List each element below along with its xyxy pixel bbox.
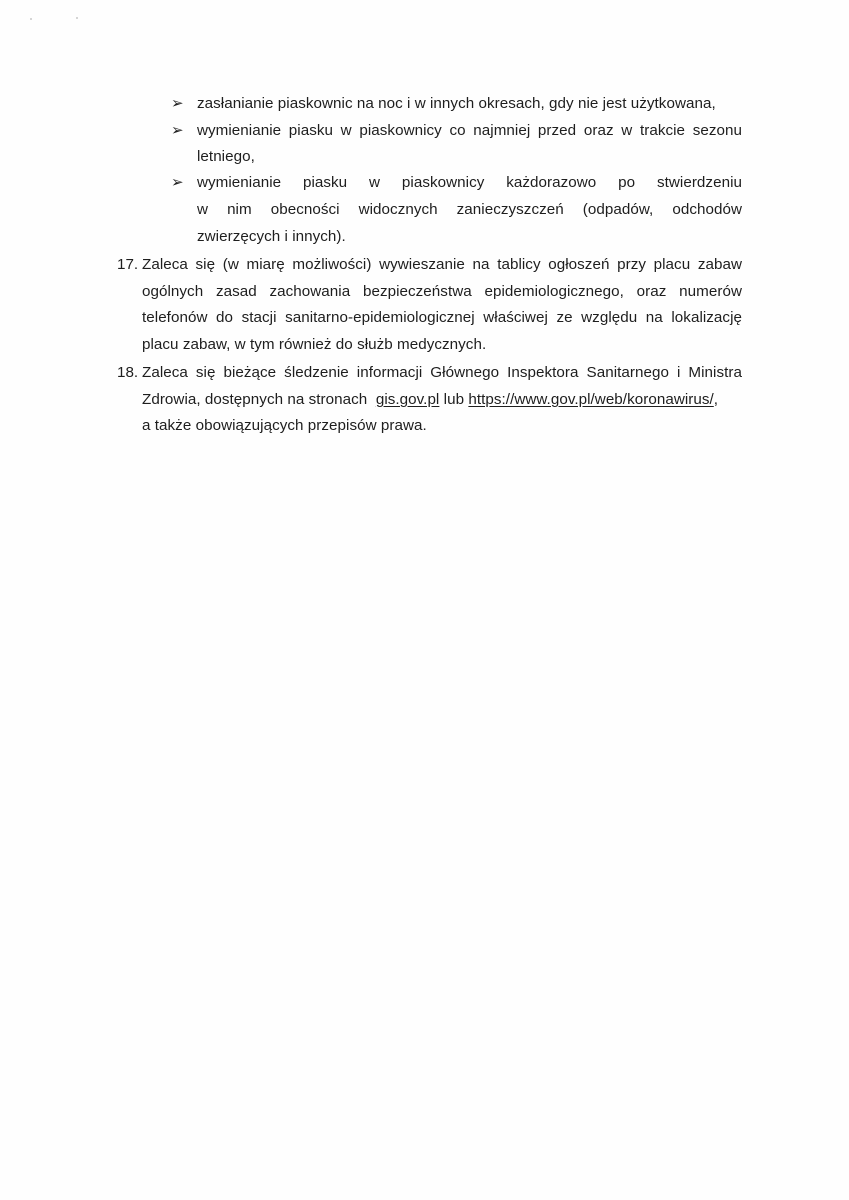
bullet-text: wymienianie piasku w piaskownicy co najmniej przed oraz w trakcie sezonu [197, 122, 742, 139]
item-text: a także obowiązujących przepisów prawa. [142, 417, 427, 434]
item-text-with-links [142, 390, 718, 410]
item-text: ogólnych zasad zachowania bezpieczeństwa epidemiologicznego, oraz numerów [142, 283, 742, 300]
bullet-arrow-icon: ➢ [171, 95, 184, 112]
scan-mark [30, 18, 32, 20]
bullet-text: letniego, [197, 148, 255, 165]
bullet-text: w nim obecności widocznych zanieczyszczeń (odpadów, odchodów [197, 201, 742, 218]
bullet-text: zwierzęcych i innych). [197, 228, 346, 245]
item-text: Zaleca się (w miarę możliwości) wywieszanie na tablicy ogłoszeń przy placu zabaw [142, 256, 742, 273]
gis-link[interactable]: gis.gov.pl [375, 391, 440, 408]
item-text: Zdrowia, dostępnych na stronach [142, 391, 368, 408]
item-text: lub [443, 391, 465, 408]
item-number: 17. [117, 256, 139, 273]
item-text: placu zabaw, w tym również do służb medycznych. [142, 336, 487, 353]
bullet-text: zasłanianie piaskownic na noc i w innych okresach, gdy nie jest użytkowana, [197, 95, 716, 112]
item-text: , [713, 391, 719, 408]
scan-mark [76, 17, 78, 19]
koronawirus-link[interactable]: https://www.gov.pl/web/koronawirus/ [468, 391, 714, 408]
bullet-arrow-icon: ➢ [171, 122, 184, 139]
item-number: 18. [117, 364, 139, 381]
bullet-text: wymienianie piasku w piaskownicy każdorazowo po stwierdzeniu [197, 174, 742, 191]
item-text: telefonów do stacji sanitarno-epidemiologicznej właściwej ze względu na lokalizację [142, 309, 742, 326]
bullet-arrow-icon: ➢ [171, 174, 184, 191]
item-text: Zaleca się bieżące śledzenie informacji Głównego Inspektora Sanitarnego i Ministra [142, 364, 742, 381]
